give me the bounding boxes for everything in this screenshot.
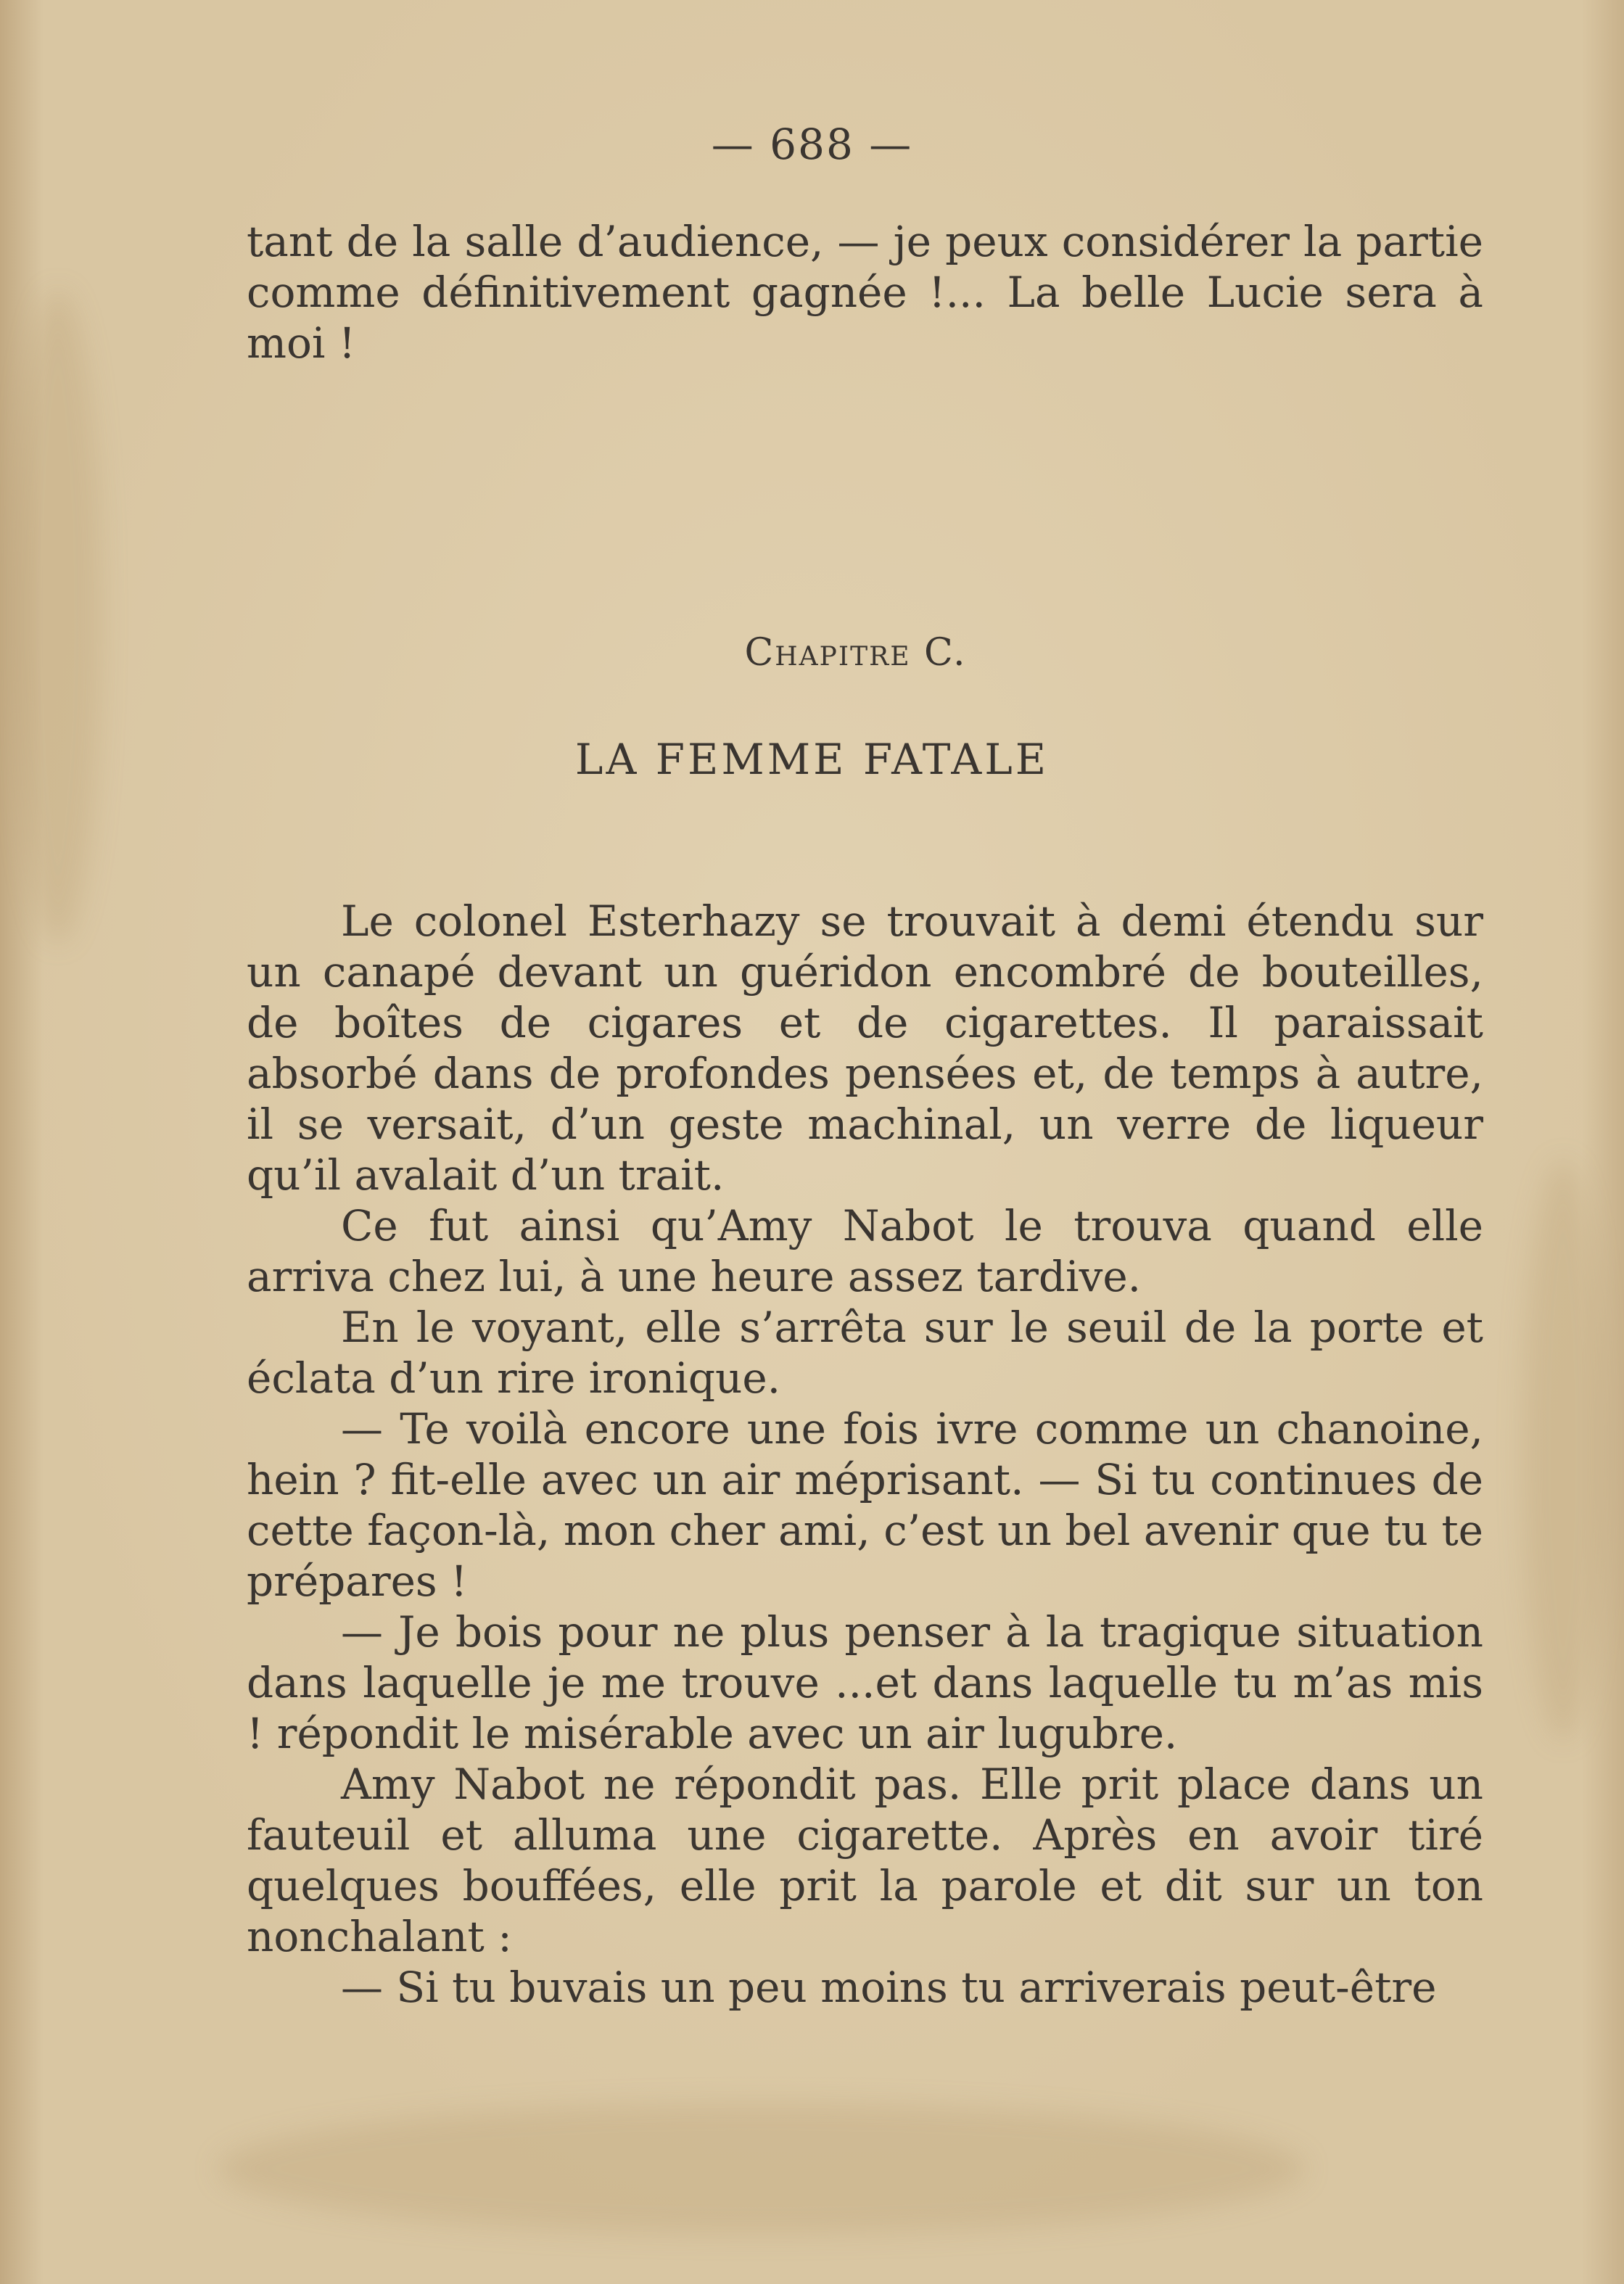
paragraph: Le colonel Esterhazy se trouvait à demi étendu sur un canapé devant un guéridon encombré de bouteilles, de boîtes de cigares et de cigarettes. Il paraissait absorbé dans de profondes pensées et, de temps à autre, il se versait, d’un geste machinal, un verre de liqueur qu’il avalait d’un trait. [247, 896, 1483, 1200]
opening-paragraph [247, 216, 1483, 368]
page-number: — 688 — [711, 120, 913, 169]
paragraph: — Je bois pour ne plus penser à la tragique situation dans laquelle je me trouve ...et dans laquelle tu m’as mis ! répondit le misérable avec un air lugubre. [247, 1607, 1483, 1758]
paragraph: En le voyant, elle s’arrêta sur le seuil de la porte et éclata d’un rire ironique. [247, 1303, 1483, 1403]
chapter-label: Chapitre C. [744, 631, 967, 675]
paragraph: Amy Nabot ne répondit pas. Elle prit place dans un fauteuil et alluma une cigarette. Après en avoir tiré quelques bouffées, elle prit la parole et dit sur un ton nonchalant : [247, 1760, 1483, 1961]
paragraph: — Te voilà encore une fois ivre comme un chanoine, hein ? fit-elle avec un air méprisant. — Si tu continues de cette façon-là, mon cher ami, c’est un bel avenir que tu te prépares ! [247, 1404, 1483, 1606]
paragraph: Ce fut ainsi qu’Amy Nabot le trouva quand elle arriva chez lui, à une heure assez tardive. [247, 1201, 1483, 1301]
paper-stain [1523, 1160, 1603, 1741]
paper-stain [218, 2103, 1306, 2234]
paragraph: tant de la salle d’audience, — je peux considérer la partie comme définitivement gagnée !... La belle Lucie sera à moi ! [247, 217, 1483, 368]
chapter-body [247, 896, 1483, 2013]
chapter-title: LA FEMME FATALE [574, 735, 1050, 784]
paper-stain [15, 290, 102, 943]
paragraph: — Si tu buvais un peu moins tu arriverais peut-être [341, 1963, 1437, 2012]
